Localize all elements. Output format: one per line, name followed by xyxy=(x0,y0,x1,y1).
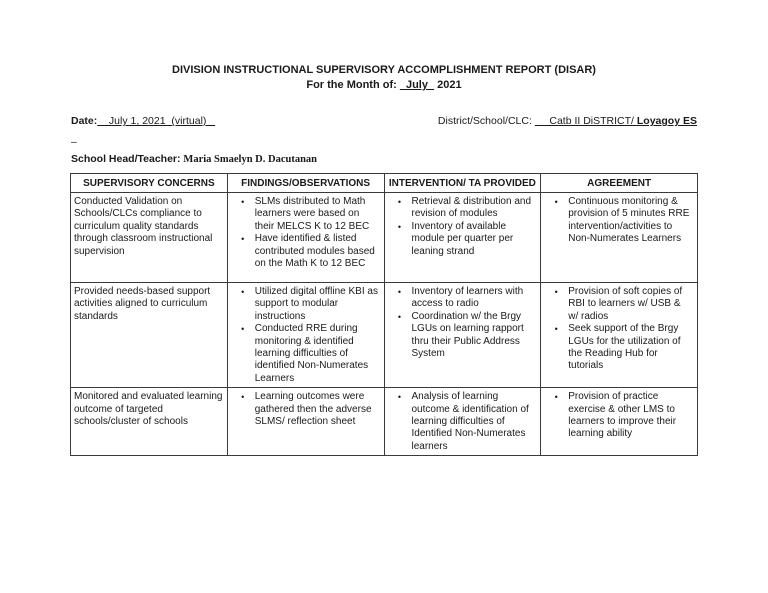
concern-text: Monitored and evaluated learning outcome of targeted schools/cluster of schools xyxy=(74,391,223,428)
bullet-item xyxy=(544,286,694,323)
school-head-line xyxy=(71,153,768,165)
disar-table xyxy=(70,173,698,456)
bullet-dot-icon: • xyxy=(241,392,245,403)
col-header-supervisory-concerns: SUPERVISORY CONCERNS xyxy=(71,174,228,193)
bullet-text: Retrieval & distribution and revision of modules xyxy=(411,196,532,220)
bullet-item xyxy=(388,196,538,221)
cell-supervisory-concern xyxy=(71,283,228,388)
bullet-text: Coordination w/ the Brgy LGUs on learning rapport thru their Public Address System xyxy=(411,310,524,360)
bullet-item xyxy=(231,196,381,233)
bullet-text: SLMs distributed to Math learners were based on their MELCS K to 12 BEC xyxy=(254,196,370,232)
subtitle-month: July xyxy=(399,79,435,91)
bullet-dot-icon: • xyxy=(241,234,245,245)
cell-intervention xyxy=(384,193,541,283)
cell-agreement xyxy=(541,283,698,388)
cell-findings xyxy=(227,388,384,456)
bullet-list xyxy=(388,195,538,258)
bullet-item xyxy=(544,196,694,246)
bullet-text: Have identified & listed contributed modules based on the Math K to 12 BEC xyxy=(254,233,375,270)
bullet-dot-icon: • xyxy=(241,324,245,335)
cell-supervisory-concern xyxy=(71,388,228,456)
col-header-agreement: AGREEMENT xyxy=(541,174,698,193)
bullet-list xyxy=(388,285,538,360)
school-name: Loyagoy ES xyxy=(636,115,697,127)
bullet-text: Seek support of the Brgy LGUs for the utilization of the Reading Hub for tutorials xyxy=(568,323,681,372)
district-label: District/School/CLC: xyxy=(437,115,535,127)
bullet-dot-icon: • xyxy=(554,324,558,335)
table-row xyxy=(71,193,698,283)
bullet-list xyxy=(388,390,538,453)
bullet-list xyxy=(544,195,694,246)
table-row xyxy=(71,388,698,456)
bullet-dot-icon: • xyxy=(397,221,402,232)
bullet-dot-icon: • xyxy=(397,392,402,403)
cell-intervention xyxy=(384,388,541,456)
concern-text: Provided needs-based support activities aligned to curriculum standards xyxy=(74,286,211,322)
bullet-dot-icon: • xyxy=(397,287,402,297)
district-line xyxy=(438,115,697,127)
bullet-list xyxy=(544,390,694,441)
cell-supervisory-concern xyxy=(71,193,228,283)
bullet-item xyxy=(231,233,381,270)
bullet-text: Conducted RRE during monitoring & identified learning difficulties of identified Non-Numerates Learners xyxy=(254,323,369,384)
date-line xyxy=(71,115,215,127)
document-title: DIVISION INSTRUCTIONAL SUPERVISORY ACCOMPLISHMENT REPORT (DISAR) xyxy=(172,64,596,76)
bullet-item xyxy=(231,286,381,323)
bullet-item xyxy=(231,391,381,428)
bullet-list xyxy=(544,285,694,373)
bullet-item xyxy=(388,221,538,258)
cell-intervention xyxy=(384,283,541,388)
bullet-item xyxy=(388,286,538,311)
document-title-block xyxy=(0,0,768,92)
date-value: July 1, 2021 (virtual) xyxy=(97,115,216,127)
bullet-dot-icon: • xyxy=(397,311,402,322)
bullet-item xyxy=(544,391,694,441)
bullet-dot-icon: • xyxy=(397,197,402,207)
bullet-dot-icon: • xyxy=(554,197,558,207)
concern-text: Conducted Validation on Schools/CLCs compliance to curriculum quality standards through classroom instructional supervision xyxy=(74,196,213,257)
bullet-item xyxy=(388,391,538,453)
bullet-text: Continuous monitoring & provision of 5 minutes RRE intervention/activities to Non-Numerates Learners xyxy=(568,196,690,245)
bullet-text: Provision of soft copies of RBI to learners w/ USB & w/ radios xyxy=(568,286,683,322)
school-head-name: Maria Smaelyn D. Dacutanan xyxy=(183,154,318,165)
table-row xyxy=(71,283,698,388)
bullet-text: Inventory of learners with access to radio xyxy=(411,286,524,310)
cell-agreement xyxy=(541,193,698,283)
district-value: Catb II DiSTRICT/ xyxy=(534,115,637,127)
table-header-row xyxy=(71,174,698,193)
bullet-text: Provision of practice exercise & other LMS to learners to improve their learning ability xyxy=(568,391,677,440)
bullet-item xyxy=(544,323,694,373)
school-head-label: School Head/Teacher: xyxy=(71,153,184,165)
col-header-findings-observations: FINDINGS/OBSERVATIONS xyxy=(227,174,384,193)
bullet-dot-icon: • xyxy=(241,287,245,297)
dash-mark: – xyxy=(71,136,77,148)
bullet-list xyxy=(231,285,381,385)
bullet-text: Learning outcomes were gathered then the adverse SLMS/ reflection sheet xyxy=(254,391,372,428)
col-header-intervention-ta-provided: INTERVENTION/ TA PROVIDED xyxy=(384,174,541,193)
cell-agreement xyxy=(541,388,698,456)
subtitle-year: 2021 xyxy=(434,79,462,91)
bullet-item xyxy=(231,323,381,385)
document-subtitle xyxy=(0,78,768,92)
bullet-item xyxy=(388,311,538,361)
cell-findings xyxy=(227,193,384,283)
cell-findings xyxy=(227,283,384,388)
bullet-text: Analysis of learning outcome & identification of learning difficulties of Identified Non-Numerates learners xyxy=(411,391,529,452)
date-label: Date: xyxy=(71,115,98,127)
meta-row xyxy=(71,115,697,127)
bullet-list xyxy=(231,195,381,270)
bullet-list xyxy=(231,390,381,428)
bullet-dot-icon: • xyxy=(554,392,558,403)
subtitle-prefix: For the Month of: xyxy=(306,79,400,91)
bullet-dot-icon: • xyxy=(554,287,558,297)
bullet-dot-icon: • xyxy=(241,197,245,207)
bullet-text: Utilized digital offline KBI as support to modular instructions xyxy=(254,286,378,322)
bullet-text: Inventory of available module per quarter per leaning strand xyxy=(411,220,514,257)
